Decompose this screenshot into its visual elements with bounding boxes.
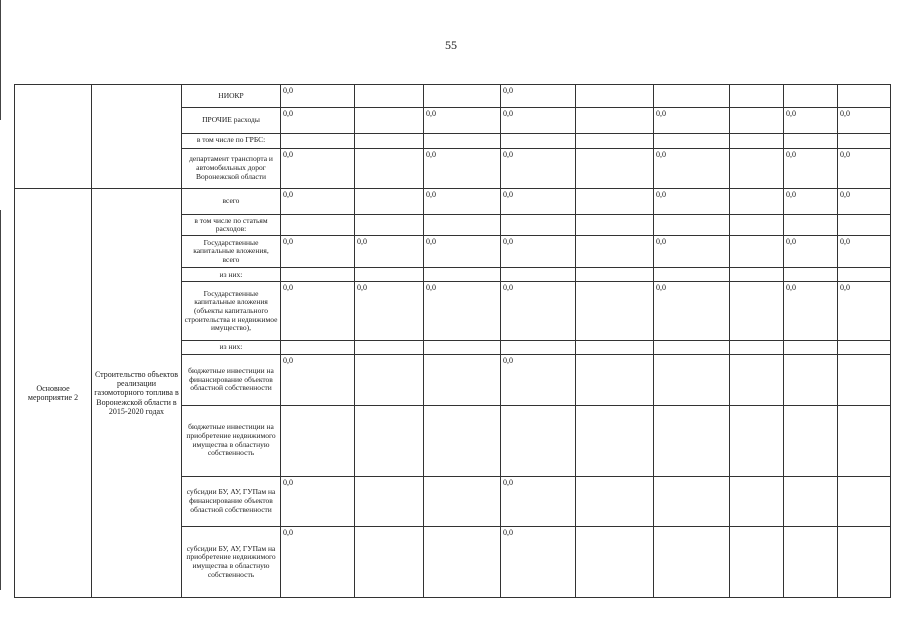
value-cell: 0,0	[654, 108, 730, 133]
main-event-name: Основное мероприятие 2	[15, 189, 92, 598]
row-label: субсидии БУ, АУ, ГУПам на приобретение недвижимого имущества в областную собственность	[182, 527, 281, 598]
value-cell	[784, 476, 838, 527]
value-cell: 0,0	[424, 282, 501, 341]
value-cell: 0,0	[784, 148, 838, 188]
value-cell	[355, 355, 424, 406]
value-cell	[654, 355, 730, 406]
value-cell	[576, 235, 654, 267]
value-cell	[355, 341, 424, 355]
value-cell	[424, 476, 501, 527]
value-cell: 0,0	[654, 148, 730, 188]
value-cell: 0,0	[424, 108, 501, 133]
row-label: всего	[182, 189, 281, 215]
value-cell	[576, 148, 654, 188]
value-cell: 0,0	[281, 282, 355, 341]
value-cell: 0,0	[838, 148, 891, 188]
value-cell: 0,0	[784, 189, 838, 215]
value-cell: 0,0	[838, 189, 891, 215]
value-cell: 0,0	[654, 235, 730, 267]
value-cell	[784, 527, 838, 598]
row-label: из них:	[182, 341, 281, 355]
value-cell	[576, 108, 654, 133]
value-cell	[838, 215, 891, 235]
value-cell	[838, 85, 891, 108]
value-cell	[424, 268, 501, 282]
value-cell	[654, 268, 730, 282]
value-cell	[501, 341, 576, 355]
row-label: в том числе по ГРБС:	[182, 133, 281, 148]
value-cell	[654, 527, 730, 598]
value-cell	[355, 215, 424, 235]
value-cell	[838, 527, 891, 598]
value-cell	[424, 85, 501, 108]
value-cell	[576, 282, 654, 341]
value-cell	[355, 108, 424, 133]
budget-table	[14, 84, 891, 598]
value-cell: 0,0	[501, 282, 576, 341]
value-cell	[838, 405, 891, 476]
value-cell: 0,0	[281, 189, 355, 215]
value-cell	[730, 341, 784, 355]
value-cell	[281, 341, 355, 355]
row-label: ПРОЧИЕ расходы	[182, 108, 281, 133]
value-cell	[576, 268, 654, 282]
value-cell: 0,0	[784, 108, 838, 133]
value-cell	[654, 215, 730, 235]
value-cell	[355, 527, 424, 598]
value-cell: 0,0	[784, 282, 838, 341]
row-label: Государственные капитальные вложения, всего	[182, 235, 281, 267]
value-cell: 0,0	[281, 148, 355, 188]
value-cell: 0,0	[355, 235, 424, 267]
value-cell	[501, 405, 576, 476]
value-cell	[784, 268, 838, 282]
value-cell	[576, 85, 654, 108]
value-cell	[654, 405, 730, 476]
value-cell	[730, 189, 784, 215]
empty-cell	[15, 85, 92, 189]
value-cell: 0,0	[281, 235, 355, 267]
value-cell: 0,0	[654, 189, 730, 215]
value-cell	[730, 133, 784, 148]
value-cell	[730, 405, 784, 476]
value-cell	[355, 189, 424, 215]
value-cell	[784, 355, 838, 406]
value-cell: 0,0	[281, 355, 355, 406]
row-label: из них:	[182, 268, 281, 282]
value-cell: 0,0	[784, 235, 838, 267]
value-cell	[730, 148, 784, 188]
value-cell	[355, 268, 424, 282]
value-cell	[576, 476, 654, 527]
value-cell	[424, 341, 501, 355]
value-cell: 0,0	[501, 235, 576, 267]
value-cell	[281, 215, 355, 235]
value-cell	[784, 341, 838, 355]
value-cell	[730, 476, 784, 527]
value-cell: 0,0	[654, 282, 730, 341]
value-cell	[654, 341, 730, 355]
value-cell	[654, 476, 730, 527]
value-cell	[576, 133, 654, 148]
row-label: в том числе по статьям расходов:	[182, 215, 281, 235]
value-cell	[576, 405, 654, 476]
value-cell: 0,0	[501, 355, 576, 406]
value-cell: 0,0	[838, 282, 891, 341]
value-cell: 0,0	[424, 189, 501, 215]
value-cell	[355, 148, 424, 188]
value-cell	[654, 85, 730, 108]
value-cell	[730, 527, 784, 598]
value-cell	[424, 527, 501, 598]
value-cell	[355, 133, 424, 148]
value-cell	[730, 282, 784, 341]
value-cell: 0,0	[501, 476, 576, 527]
scan-edge-line	[0, 210, 1, 590]
value-cell	[424, 405, 501, 476]
value-cell	[784, 215, 838, 235]
value-cell: 0,0	[355, 282, 424, 341]
value-cell: 0,0	[501, 527, 576, 598]
row-label: НИОКР	[182, 85, 281, 108]
value-cell	[355, 405, 424, 476]
table-row	[15, 85, 891, 108]
value-cell	[576, 189, 654, 215]
value-cell	[654, 133, 730, 148]
scan-edge-line	[0, 0, 1, 120]
value-cell	[730, 235, 784, 267]
value-cell	[730, 355, 784, 406]
value-cell	[355, 85, 424, 108]
value-cell	[355, 476, 424, 527]
main-event-description: Строительство объектов реализации газомоторного топлива в Воронежской области в 2015-2020 годах	[92, 189, 182, 598]
value-cell: 0,0	[501, 148, 576, 188]
value-cell: 0,0	[281, 476, 355, 527]
value-cell	[784, 133, 838, 148]
value-cell	[838, 341, 891, 355]
empty-cell	[92, 85, 182, 189]
value-cell	[784, 405, 838, 476]
value-cell	[424, 133, 501, 148]
value-cell	[730, 85, 784, 108]
value-cell: 0,0	[838, 235, 891, 267]
value-cell	[576, 355, 654, 406]
value-cell	[281, 268, 355, 282]
value-cell: 0,0	[501, 108, 576, 133]
row-label: бюджетные инвестиции на приобретение недвижимого имущества в областную собственность	[182, 405, 281, 476]
value-cell: 0,0	[281, 85, 355, 108]
value-cell	[784, 85, 838, 108]
value-cell: 0,0	[281, 527, 355, 598]
value-cell: 0,0	[281, 108, 355, 133]
row-label: бюджетные инвестиции на финансирование объектов областной собственности	[182, 355, 281, 406]
value-cell	[730, 215, 784, 235]
value-cell	[730, 268, 784, 282]
value-cell	[576, 215, 654, 235]
value-cell	[576, 341, 654, 355]
value-cell	[501, 268, 576, 282]
value-cell: 0,0	[838, 108, 891, 133]
value-cell	[838, 476, 891, 527]
row-label: субсидии БУ, АУ, ГУПам на финансирование объектов областной собственности	[182, 476, 281, 527]
value-cell: 0,0	[501, 189, 576, 215]
table-row	[15, 189, 891, 215]
value-cell: 0,0	[424, 235, 501, 267]
value-cell	[501, 215, 576, 235]
value-cell	[281, 405, 355, 476]
row-label: Государственные капитальные вложения (объекты капитального строительства и недвижимое имущество),	[182, 282, 281, 341]
value-cell	[576, 527, 654, 598]
value-cell	[424, 355, 501, 406]
value-cell	[501, 133, 576, 148]
page-number: 55	[445, 38, 457, 52]
value-cell	[730, 108, 784, 133]
value-cell	[424, 215, 501, 235]
value-cell	[838, 268, 891, 282]
value-cell: 0,0	[501, 85, 576, 108]
row-label: департамент транспорта и автомобильных дорог Воронежской области	[182, 148, 281, 188]
value-cell: 0,0	[424, 148, 501, 188]
value-cell	[838, 355, 891, 406]
value-cell	[281, 133, 355, 148]
value-cell	[838, 133, 891, 148]
